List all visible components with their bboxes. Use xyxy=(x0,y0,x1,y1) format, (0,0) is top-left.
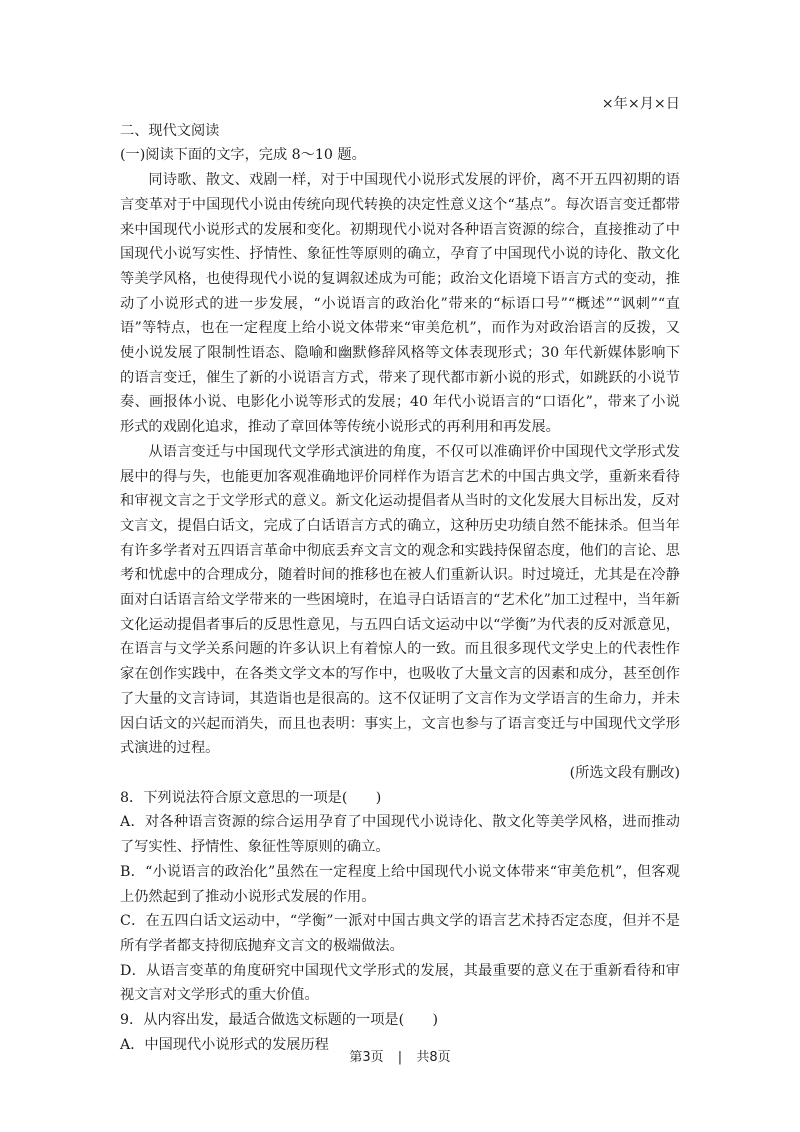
question-option: B．“小说语言的政治化”虽然在一定程度上给中国现代小说文体带来“审美危机”，但客观上仍然起到了推动小说形式发展的作用。 xyxy=(120,863,680,905)
passage-paragraph-2: 从语言变迁与中国现代文学形式演进的角度，不仅可以准确评价中国现代文学形式发展中的得与失，也能更加客观准确地评价同样作为语言艺术的中国古典文学，重新来看待和审视文言之于文学形式的意义。新文化运动提倡者从当时的文化发展大目标出发，反对文言文，提倡白话文，完成了白话语言方式的确立，这种历史功绩自然不能抹杀。但当年有许多学者对五四语言革命中彻底丢弃文言文的观念和实践持保留态度，他们的言论、思考和忧虑中的合理成分，随着时间的推移也在被人们重新认识。时过境迁，尤其是在冷静面对白话语言给文学带来的一些困境时，在追寻白话语言的“艺术化”加工过程中，当年新文化运动提倡者事后的反思性意见，与五四白话文运动中以“学衡”为代表的反对派意见，在语言与文学关系问题的许多认识上有着惊人的一致。而且很多现代文学史上的代表性作家在创作实践中，在各类文学文本的写作中，也吸收了大量文言的因素和成分，甚至创作了大量的文言诗词，其造诣也是很高的。这不仅证明了文言作为文学语言的生命力，并未因白话文的兴起而消失，而且也表明：事实上，文言也参与了语言变迁与中国现代文学形式演进的过程。 xyxy=(120,443,680,757)
question-8 xyxy=(120,786,680,1008)
question-option: A．中国现代小说形式的发展历程 xyxy=(120,1036,329,1053)
page-number-current: 第3页 xyxy=(349,1050,384,1065)
question-option: D．从语言变革的角度研究中国现代文学形式的发展，其最重要的意义在于重新看待和审视文言对文学形式的重大价值。 xyxy=(120,962,680,1004)
question-stem: 8．下列说法符合原文意思的一项是( ) xyxy=(120,789,382,806)
section-instruction: (一)阅读下面的文字，完成 8～10 题。 xyxy=(120,147,366,164)
passage-source-note: (所选文段有删改) xyxy=(569,764,680,781)
section-title: 二、现代文阅读 xyxy=(120,122,220,139)
page-number-separator: | xyxy=(397,1050,403,1065)
question-option: A．对各种语言资源的综合运用孕育了中国现代小说诗化、散文化等美学风格，进而推动了写实性、抒情性、象征性等原则的确立。 xyxy=(120,814,680,856)
question-option: C．在五四白话文运动中，“学衡”一派对中国古典文学的语言艺术持否定态度，但并不是所有学者都支持彻底抛弃文言文的极端做法。 xyxy=(120,913,680,954)
document-page xyxy=(120,92,680,1057)
document-date: ×年×月×日 xyxy=(601,96,680,112)
page-footer xyxy=(0,1046,800,1065)
page-number-total: 共8页 xyxy=(416,1050,451,1065)
question-stem: 9．从内容出发，最适合做选文标题的一项是( ) xyxy=(120,1012,439,1029)
passage-paragraph-1: 同诗歌、散文、戏剧一样，对于中国现代小说形式发展的评价，离不开五四初期的语言变革对于中国现代小说由传统向现代转换的决定性意义这个“基点”。每次语言变迁都带来中国现代小说形式的发展和变化。初期现代小说对各种语言资源的综合，直接推动了中国现代小说写实性、抒情性、象征性等原则的确立，孕育了中国现代小说的诗化、散文化等美学风格，也使得现代小说的复调叙述成为可能；政治文化语境下语言方式的变动，推动了小说形式的进一步发展，“小说语言的政治化”带来的“标语口号”“概述”“讽刺”“直语”等特点，也在一定程度上给小说文体带来“审美危机”，而作为对政治语言的反拨，又使小说发展了限制性语态、隐喻和幽默修辞风格等文体表现形式；30 年代新媒体影响下的语言变迁，催生了新的小说语言方式，带来了现代都市新小说的形式，如跳跃的小说节奏、画报体小说、电影化小说等形式的发展；40 年代小说语言的“口语化”，带来了小说形式的戏剧化追求，推动了章回体等传统小说形式的再利用和再发展。 xyxy=(120,172,680,436)
